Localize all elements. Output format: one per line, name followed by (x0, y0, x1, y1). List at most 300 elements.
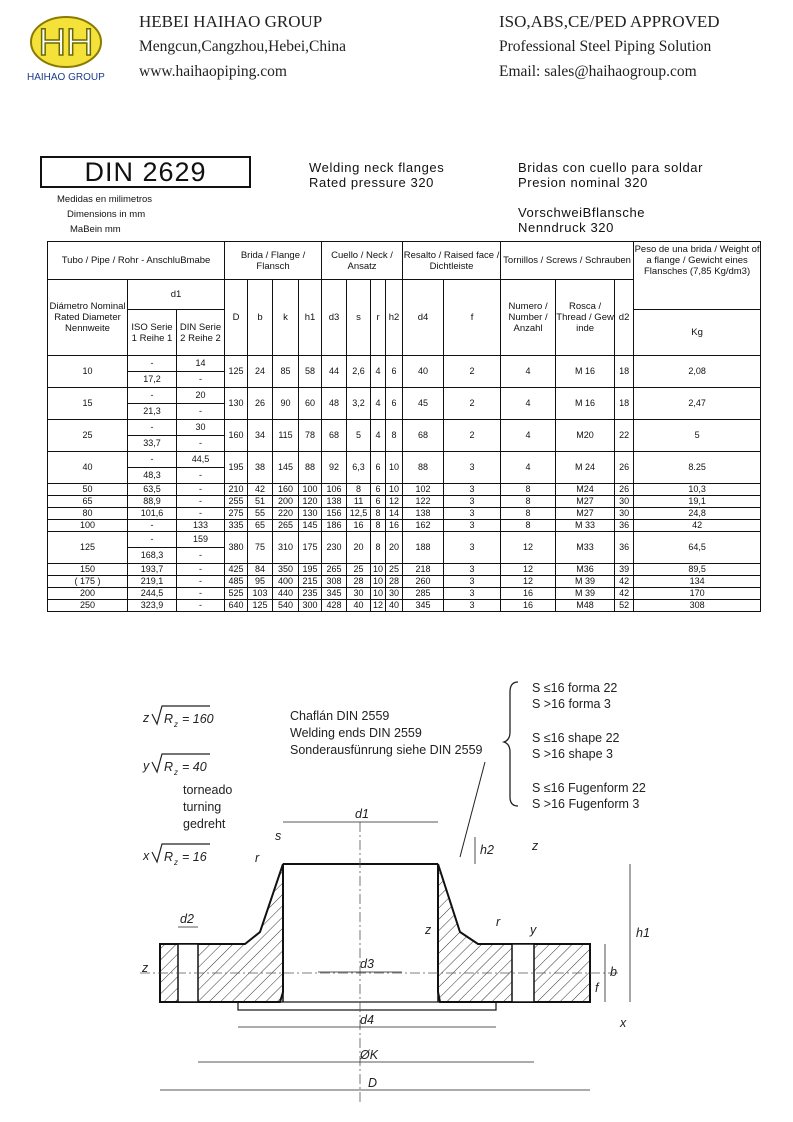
th-weight: Peso de una brida / Weight of a flange / Gewicht eines Flansches (7,85 Kg/dm3) (634, 242, 761, 310)
cell-d3: 428 (322, 600, 347, 612)
cell-d3: 156 (322, 508, 347, 520)
cell-k: 90 (273, 388, 299, 420)
cell-s: 30 (347, 588, 371, 600)
cell-din: 133 (177, 520, 225, 532)
surface-symbol-y (142, 754, 232, 831)
mark-y: y (530, 923, 537, 937)
cell-s: 12,5 (347, 508, 371, 520)
th-k: k (273, 280, 299, 356)
cell-r: 6 (371, 452, 386, 484)
label-k: ØK (360, 1048, 379, 1062)
cell-h2: 6 (386, 388, 403, 420)
table-row (48, 420, 761, 436)
cell-s: 3,2 (347, 388, 371, 420)
cell-D: 425 (225, 564, 248, 576)
cell-n: 12 (501, 532, 556, 564)
cell-din: - (177, 404, 225, 420)
cell-r: 6 (371, 484, 386, 496)
cell-thread: M 24 (556, 452, 615, 484)
cell-iso: - (128, 520, 177, 532)
cell-din: 20 (177, 388, 225, 404)
cell-D: 525 (225, 588, 248, 600)
cell-din: 14 (177, 356, 225, 372)
th-d4: d4 (403, 280, 444, 356)
cell-s: 40 (347, 600, 371, 612)
label-f: f (595, 981, 599, 995)
table-row (48, 496, 761, 508)
chamfer-de: Sonderausfünrung siehe DIN 2559 (290, 743, 483, 757)
svg-text:z: z (174, 768, 178, 777)
cell-dn: 150 (48, 564, 128, 576)
mark-z-top: z (532, 839, 539, 853)
cell-din: - (177, 372, 225, 388)
cell-kg: 170 (634, 588, 761, 600)
cell-kg: 24,8 (634, 508, 761, 520)
cell-dn: ( 175 ) (48, 576, 128, 588)
label-r: r (255, 851, 260, 865)
form-es-1: S ≤16 forma 22 (532, 681, 618, 695)
title-es-1: Bridas con cuello para soldar (518, 160, 704, 175)
cell-h2: 14 (386, 508, 403, 520)
cell-din: 30 (177, 420, 225, 436)
cell-iso: 219,1 (128, 576, 177, 588)
haihao-logo (28, 14, 104, 70)
cell-f: 2 (444, 388, 501, 420)
cell-iso: 48,3 (128, 468, 177, 484)
th-number: Numero / Number / Anzahl (501, 280, 556, 356)
cell-iso: - (128, 452, 177, 468)
cell-k: 310 (273, 532, 299, 564)
cell-D: 210 (225, 484, 248, 496)
cell-d4: 40 (403, 356, 444, 388)
turned-de: gedreht (183, 817, 226, 831)
cell-iso: 193,7 (128, 564, 177, 576)
turned-en: turning (183, 800, 222, 814)
form-en-1: S ≤16 shape 22 (532, 731, 620, 745)
svg-text:= 160: = 160 (182, 712, 214, 726)
cell-din: 159 (177, 532, 225, 548)
units-es: Medidas en milimetros (57, 194, 153, 205)
form-de-2: S >16 Fugenform 3 (532, 797, 640, 811)
cell-iso: 244,5 (128, 588, 177, 600)
cell-dn: 15 (48, 388, 128, 420)
cell-d4: 88 (403, 452, 444, 484)
cell-s: 20 (347, 532, 371, 564)
cell-d4: 188 (403, 532, 444, 564)
th-d2: d2 (615, 280, 634, 356)
cell-h1: 235 (299, 588, 322, 600)
cell-D: 640 (225, 600, 248, 612)
cell-d2: 18 (615, 356, 634, 388)
tagline: Professional Steel Piping Solution (499, 38, 712, 55)
cell-s: 16 (347, 520, 371, 532)
cell-thread: M27 (556, 508, 615, 520)
dimension-table (47, 241, 761, 612)
cell-d2: 30 (615, 508, 634, 520)
th-flange: Brida / Flange / Flansch (225, 242, 322, 280)
company-name: HEBEI HAIHAO GROUP (139, 12, 323, 31)
cell-h2: 30 (386, 588, 403, 600)
cell-h1: 215 (299, 576, 322, 588)
cell-f: 2 (444, 420, 501, 452)
cell-d2: 39 (615, 564, 634, 576)
cell-s: 11 (347, 496, 371, 508)
cell-D: 485 (225, 576, 248, 588)
svg-text:z: z (174, 720, 178, 729)
cell-dn: 10 (48, 356, 128, 388)
cell-k: 160 (273, 484, 299, 496)
th-bolts: Tornillos / Screws / Schrauben (501, 242, 634, 280)
th-pipe: Tubo / Pipe / Rohr - AnschluBmabe (48, 242, 225, 280)
cell-d4: 138 (403, 508, 444, 520)
cell-b: 34 (248, 420, 273, 452)
cell-b: 55 (248, 508, 273, 520)
cell-f: 3 (444, 484, 501, 496)
cell-n: 8 (501, 496, 556, 508)
cell-k: 540 (273, 600, 299, 612)
table-row (48, 484, 761, 496)
label-d1: d1 (355, 807, 369, 821)
cell-d4: 345 (403, 600, 444, 612)
th-d3: d3 (322, 280, 347, 356)
cell-thread: M24 (556, 484, 615, 496)
cell-n: 4 (501, 452, 556, 484)
cell-dn: 125 (48, 532, 128, 564)
surface-symbol-z (142, 706, 214, 729)
cell-iso: 63,5 (128, 484, 177, 496)
approval-text: ISO,ABS,CE/PED APPROVED (499, 12, 720, 31)
logo-letters: HH (38, 22, 94, 64)
th-s: s (347, 280, 371, 356)
title-en-1: Welding neck flanges (309, 160, 445, 175)
cell-f: 3 (444, 520, 501, 532)
svg-text:z: z (143, 711, 150, 725)
cell-k: 440 (273, 588, 299, 600)
cell-thread: M20 (556, 420, 615, 452)
mark-x: x (620, 1016, 627, 1030)
table-row (48, 576, 761, 588)
brace (504, 682, 518, 806)
cell-b: 75 (248, 532, 273, 564)
cell-k: 265 (273, 520, 299, 532)
th-iso: ISO Serie 1 Reihe 1 (128, 310, 177, 356)
cell-dn: 25 (48, 420, 128, 452)
cell-r: 4 (371, 388, 386, 420)
cell-din: - (177, 484, 225, 496)
cell-iso: 168,3 (128, 548, 177, 564)
cell-dn: 200 (48, 588, 128, 600)
cell-n: 8 (501, 508, 556, 520)
chamfer-en: Welding ends DIN 2559 (290, 726, 422, 740)
units-en: Dimensions in mm (67, 209, 146, 220)
table-row (48, 452, 761, 468)
cell-kg: 5 (634, 420, 761, 452)
cell-b: 42 (248, 484, 273, 496)
cell-h2: 10 (386, 484, 403, 496)
title-es-2: Presion nominal 320 (518, 175, 648, 190)
cell-h2: 28 (386, 576, 403, 588)
cell-h2: 8 (386, 420, 403, 452)
cell-n: 4 (501, 356, 556, 388)
surface-symbol-x (142, 844, 210, 867)
cell-din: 44,5 (177, 452, 225, 468)
cell-dn: 80 (48, 508, 128, 520)
label-h2: h2 (480, 843, 494, 857)
cell-n: 4 (501, 388, 556, 420)
cell-b: 95 (248, 576, 273, 588)
flange-diagram (120, 672, 780, 1117)
form-es-2: S >16 forma 3 (532, 697, 611, 711)
cell-d3: 92 (322, 452, 347, 484)
cell-kg: 19,1 (634, 496, 761, 508)
cell-D: 195 (225, 452, 248, 484)
cell-din: - (177, 600, 225, 612)
th-h1: h1 (299, 280, 322, 356)
units-de: MaBein mm (70, 224, 121, 235)
th-kg: Kg (634, 310, 761, 356)
table-row (48, 600, 761, 612)
cell-h2: 10 (386, 452, 403, 484)
cell-f: 3 (444, 576, 501, 588)
label-h1: h1 (636, 926, 650, 940)
cell-k: 200 (273, 496, 299, 508)
cell-f: 3 (444, 508, 501, 520)
cell-d2: 30 (615, 496, 634, 508)
title-de-2: Nenndruck 320 (518, 220, 614, 235)
cell-d4: 162 (403, 520, 444, 532)
cell-r: 10 (371, 588, 386, 600)
cell-d4: 68 (403, 420, 444, 452)
cell-D: 335 (225, 520, 248, 532)
th-d1: d1 (128, 280, 225, 310)
cell-din: - (177, 548, 225, 564)
cell-d2: 36 (615, 532, 634, 564)
table-row (48, 588, 761, 600)
cell-din: - (177, 576, 225, 588)
cell-s: 2,6 (347, 356, 371, 388)
cell-d2: 26 (615, 452, 634, 484)
cell-dn: 250 (48, 600, 128, 612)
th-raised: Resalto / Raised face / Dichtleiste (403, 242, 501, 280)
company-email[interactable]: Email: sales@haihaogroup.com (499, 63, 697, 80)
svg-text:R: R (164, 760, 174, 774)
cell-d4: 45 (403, 388, 444, 420)
cell-d2: 42 (615, 576, 634, 588)
flange-section (140, 822, 620, 1102)
cell-d3: 106 (322, 484, 347, 496)
cell-d4: 260 (403, 576, 444, 588)
cell-iso: 88,9 (128, 496, 177, 508)
cell-d4: 218 (403, 564, 444, 576)
mark-z-side: z (142, 961, 149, 975)
cell-h2: 25 (386, 564, 403, 576)
cell-d4: 102 (403, 484, 444, 496)
cell-k: 85 (273, 356, 299, 388)
cell-h1: 145 (299, 520, 322, 532)
cell-D: 255 (225, 496, 248, 508)
cell-iso: - (128, 420, 177, 436)
table-row (48, 564, 761, 576)
svg-text:z: z (174, 858, 178, 867)
cell-h1: 58 (299, 356, 322, 388)
cell-h1: 100 (299, 484, 322, 496)
cell-h2: 16 (386, 520, 403, 532)
cell-b: 125 (248, 600, 273, 612)
th-D: D (225, 280, 248, 356)
cell-n: 16 (501, 588, 556, 600)
cell-din: - (177, 588, 225, 600)
cell-kg: 42 (634, 520, 761, 532)
cell-r: 12 (371, 600, 386, 612)
th-h2: h2 (386, 280, 403, 356)
label-s: s (275, 829, 282, 843)
cell-thread: M36 (556, 564, 615, 576)
cell-kg: 10,3 (634, 484, 761, 496)
cell-kg: 2,47 (634, 388, 761, 420)
cell-iso: 21,3 (128, 404, 177, 420)
cell-h1: 300 (299, 600, 322, 612)
cell-r: 10 (371, 564, 386, 576)
cell-d3: 265 (322, 564, 347, 576)
cell-r: 6 (371, 496, 386, 508)
logo-caption: HAIHAO GROUP (27, 72, 105, 83)
cell-f: 3 (444, 532, 501, 564)
cell-h1: 88 (299, 452, 322, 484)
cell-thread: M 16 (556, 356, 615, 388)
svg-text:= 16: = 16 (182, 850, 207, 864)
cell-D: 125 (225, 356, 248, 388)
cell-f: 3 (444, 588, 501, 600)
cell-s: 25 (347, 564, 371, 576)
cell-h1: 60 (299, 388, 322, 420)
cell-d3: 68 (322, 420, 347, 452)
th-b: b (248, 280, 273, 356)
cell-h2: 6 (386, 356, 403, 388)
cell-D: 380 (225, 532, 248, 564)
turned-es: torneado (183, 783, 233, 797)
cell-kg: 2,08 (634, 356, 761, 388)
cell-thread: M48 (556, 600, 615, 612)
cell-f: 2 (444, 356, 501, 388)
cell-iso: - (128, 356, 177, 372)
th-neck: Cuello / Neck / Ansatz (322, 242, 403, 280)
cell-kg: 308 (634, 600, 761, 612)
cell-d2: 18 (615, 388, 634, 420)
cell-k: 400 (273, 576, 299, 588)
cell-r: 4 (371, 356, 386, 388)
cell-d3: 138 (322, 496, 347, 508)
mark-z-chamfer: z (425, 923, 432, 937)
cell-n: 12 (501, 564, 556, 576)
table-row (48, 532, 761, 548)
svg-text:y: y (143, 759, 150, 773)
label-d3: d3 (360, 957, 374, 971)
cell-d3: 230 (322, 532, 347, 564)
cell-b: 38 (248, 452, 273, 484)
cell-d2: 26 (615, 484, 634, 496)
cell-h1: 175 (299, 532, 322, 564)
cell-n: 8 (501, 520, 556, 532)
cell-f: 3 (444, 600, 501, 612)
cell-b: 26 (248, 388, 273, 420)
cell-h2: 12 (386, 496, 403, 508)
cell-thread: M 33 (556, 520, 615, 532)
cell-h2: 20 (386, 532, 403, 564)
cell-d3: 345 (322, 588, 347, 600)
cell-thread: M 16 (556, 388, 615, 420)
cell-kg: 89,5 (634, 564, 761, 576)
company-website[interactable]: www.haihaopiping.com (139, 63, 287, 80)
svg-text:x: x (143, 849, 150, 863)
cell-h1: 78 (299, 420, 322, 452)
cell-dn: 40 (48, 452, 128, 484)
cell-D: 275 (225, 508, 248, 520)
cell-d2: 36 (615, 520, 634, 532)
cell-r: 8 (371, 532, 386, 564)
svg-text:R: R (164, 712, 174, 726)
cell-D: 160 (225, 420, 248, 452)
chamfer-es: Chaflán DIN 2559 (290, 709, 390, 723)
svg-text:= 40: = 40 (182, 760, 207, 774)
cell-d3: 186 (322, 520, 347, 532)
cell-k: 115 (273, 420, 299, 452)
th-din: DIN Serie 2 Reihe 2 (177, 310, 225, 356)
cell-k: 145 (273, 452, 299, 484)
cell-k: 220 (273, 508, 299, 520)
table-row (48, 388, 761, 404)
cell-din: - (177, 436, 225, 452)
cell-k: 350 (273, 564, 299, 576)
cell-f: 3 (444, 564, 501, 576)
cell-kg: 64,5 (634, 532, 761, 564)
cell-d2: 42 (615, 588, 634, 600)
svg-text:R: R (164, 850, 174, 864)
cell-h1: 130 (299, 508, 322, 520)
cell-b: 65 (248, 520, 273, 532)
cell-thread: M27 (556, 496, 615, 508)
table-row (48, 508, 761, 520)
cell-n: 4 (501, 420, 556, 452)
cell-f: 3 (444, 452, 501, 484)
standard-title: DIN 2629 (40, 156, 251, 188)
cell-b: 24 (248, 356, 273, 388)
title-de-1: VorschweiBflansche (518, 205, 646, 220)
cell-thread: M 39 (556, 576, 615, 588)
cell-din: - (177, 508, 225, 520)
table-row (48, 356, 761, 372)
cell-h2: 40 (386, 600, 403, 612)
form-en-2: S >16 shape 3 (532, 747, 613, 761)
cell-iso: 17,2 (128, 372, 177, 388)
title-en-2: Rated pressure 320 (309, 175, 434, 190)
label-D: D (368, 1076, 378, 1090)
cell-f: 3 (444, 496, 501, 508)
label-r-right: r (496, 915, 501, 929)
company-address: Mengcun,Cangzhou,Hebei,China (139, 38, 347, 55)
th-r: r (371, 280, 386, 356)
cell-kg: 8.25 (634, 452, 761, 484)
form-de-1: S ≤16 Fugenform 22 (532, 781, 646, 795)
cell-b: 84 (248, 564, 273, 576)
cell-r: 4 (371, 420, 386, 452)
label-d4: d4 (360, 1013, 374, 1027)
cell-din: - (177, 564, 225, 576)
table-row (48, 520, 761, 532)
label-d2: d2 (180, 912, 194, 926)
cell-h1: 120 (299, 496, 322, 508)
cell-d4: 122 (403, 496, 444, 508)
cell-s: 5 (347, 420, 371, 452)
